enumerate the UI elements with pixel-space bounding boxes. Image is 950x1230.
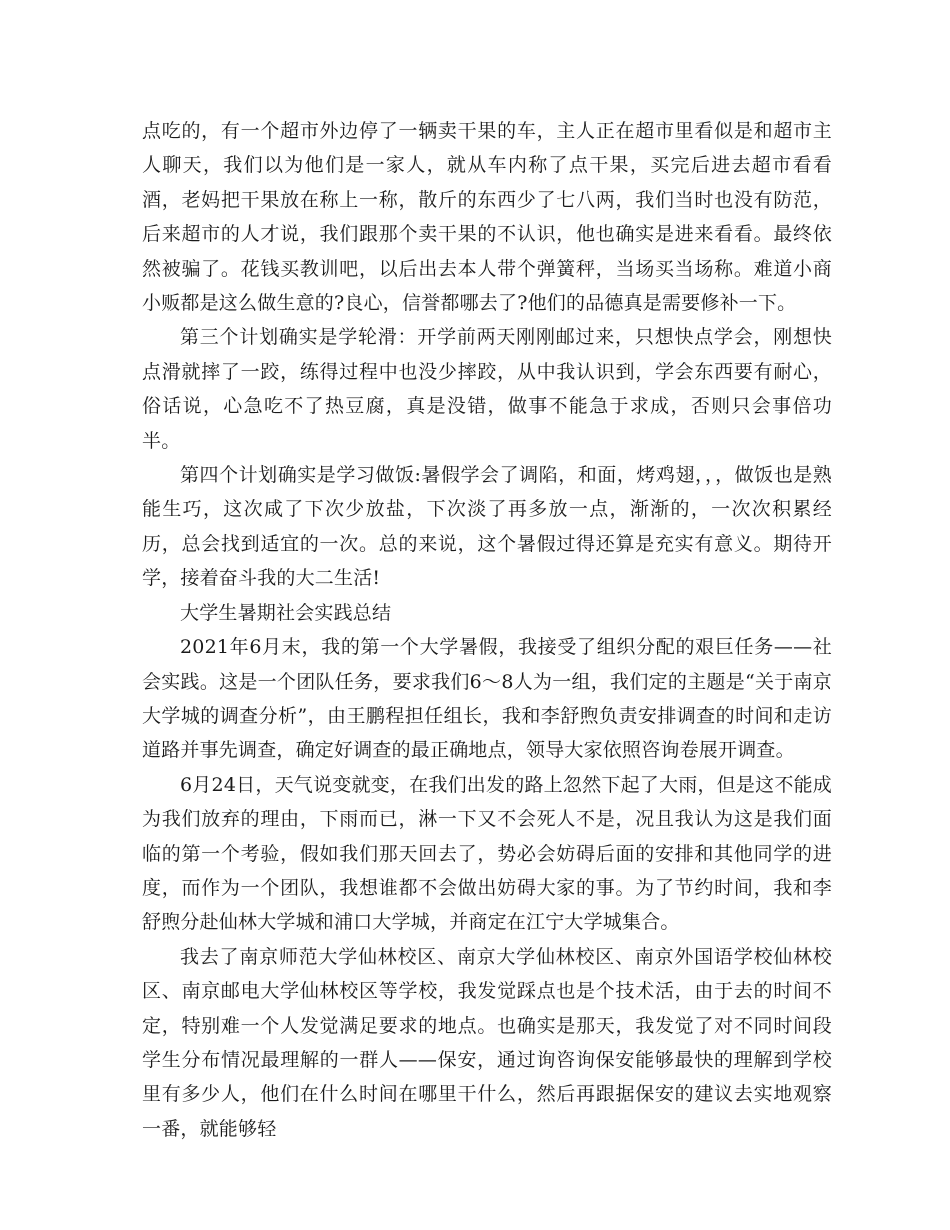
paragraph: 6月24日，天气说变就变，在我们出发的路上忽然下起了大雨，但是这不能成为我们放弃的理由，下雨而已，淋一下又不会死人不是，况且我认为这是我们面临的第一个考验，假如我们那天回去了，势必会妨碍后面的安排和其他同学的进度，而作为一个团队，我想谁都不会做出妨碍大家的事。为了节约时间，我和李舒煦分赴仙林大学城和浦口大学城，并商定在江宁大学城集合。 [142, 773, 832, 934]
paragraph: 第四个计划确实是学习做饭:暑假学会了调陷，和面，烤鸡翅，，，做饭也是熟能生巧，这次咸了下次少放盐，下次淡了再多放一点，渐渐的，一次次积累经历，总会找到适宜的一次。总的来说，这个暑假过得还算是充实有意义。期待开学，接着奋斗我的大二生活! [142, 464, 832, 590]
document-body [142, 114, 832, 1146]
paragraph: 第三个计划确实是学轮滑：开学前两天刚刚邮过来，只想快点学会，刚想快点滑就摔了一跤，练得过程中也没少摔跤，从中我认识到，学会东西要有耐心，俗话说，心急吃不了热豆腐，真是没错，做事不能急于求成，否则只会事倍功半。 [142, 326, 832, 452]
paragraph: 2021年6月末，我的第一个大学暑假，我接受了组织分配的艰巨任务——社会实践。这是一个团队任务，要求我们6～8人为一组，我们定的主题是“关于南京大学城的调查分析”，由王鹏程担任组长，我和李舒煦负责安排调查的时间和走访道路并事先调查，确定好调查的最正确地点，领导大家依照咨询卷展开调查。 [142, 636, 832, 762]
section-heading: 大学生暑期社会实践总结 [180, 601, 392, 624]
paragraph: 点吃的，有一个超市外边停了一辆卖干果的车，主人正在超市里看似是和超市主人聊天，我们以为他们是一家人，就从车内称了点干果，买完后进去超市看看酒，老妈把干果放在称上一称，散斤的东西少了七八两，我们当时也没有防范，后来超市的人才说，我们跟那个卖干果的不认识，他也确实是进来看看。最终依然被骗了。花钱买教训吧，以后出去本人带个弹簧秤，当场买当场称。难道小商小贩都是这么做生意的?良心，信誉都哪去了?他们的品德真是需要修补一下。 [142, 120, 832, 315]
paragraph: 我去了南京师范大学仙林校区、南京大学仙林校区、南京外国语学校仙林校区、南京邮电大学仙林校区等学校，我发觉踩点也是个技术活，由于去的时间不定，特别难一个人发觉满足要求的地点。也确实是那天，我发觉了对不同时间段学生分布情况最理解的一群人——保安，通过询咨询保安能够最快的理解到学校里有多少人，他们在什么时间在哪里干什么，然后再跟据保安的建议去实地观察一番，就能够轻 [142, 945, 832, 1140]
